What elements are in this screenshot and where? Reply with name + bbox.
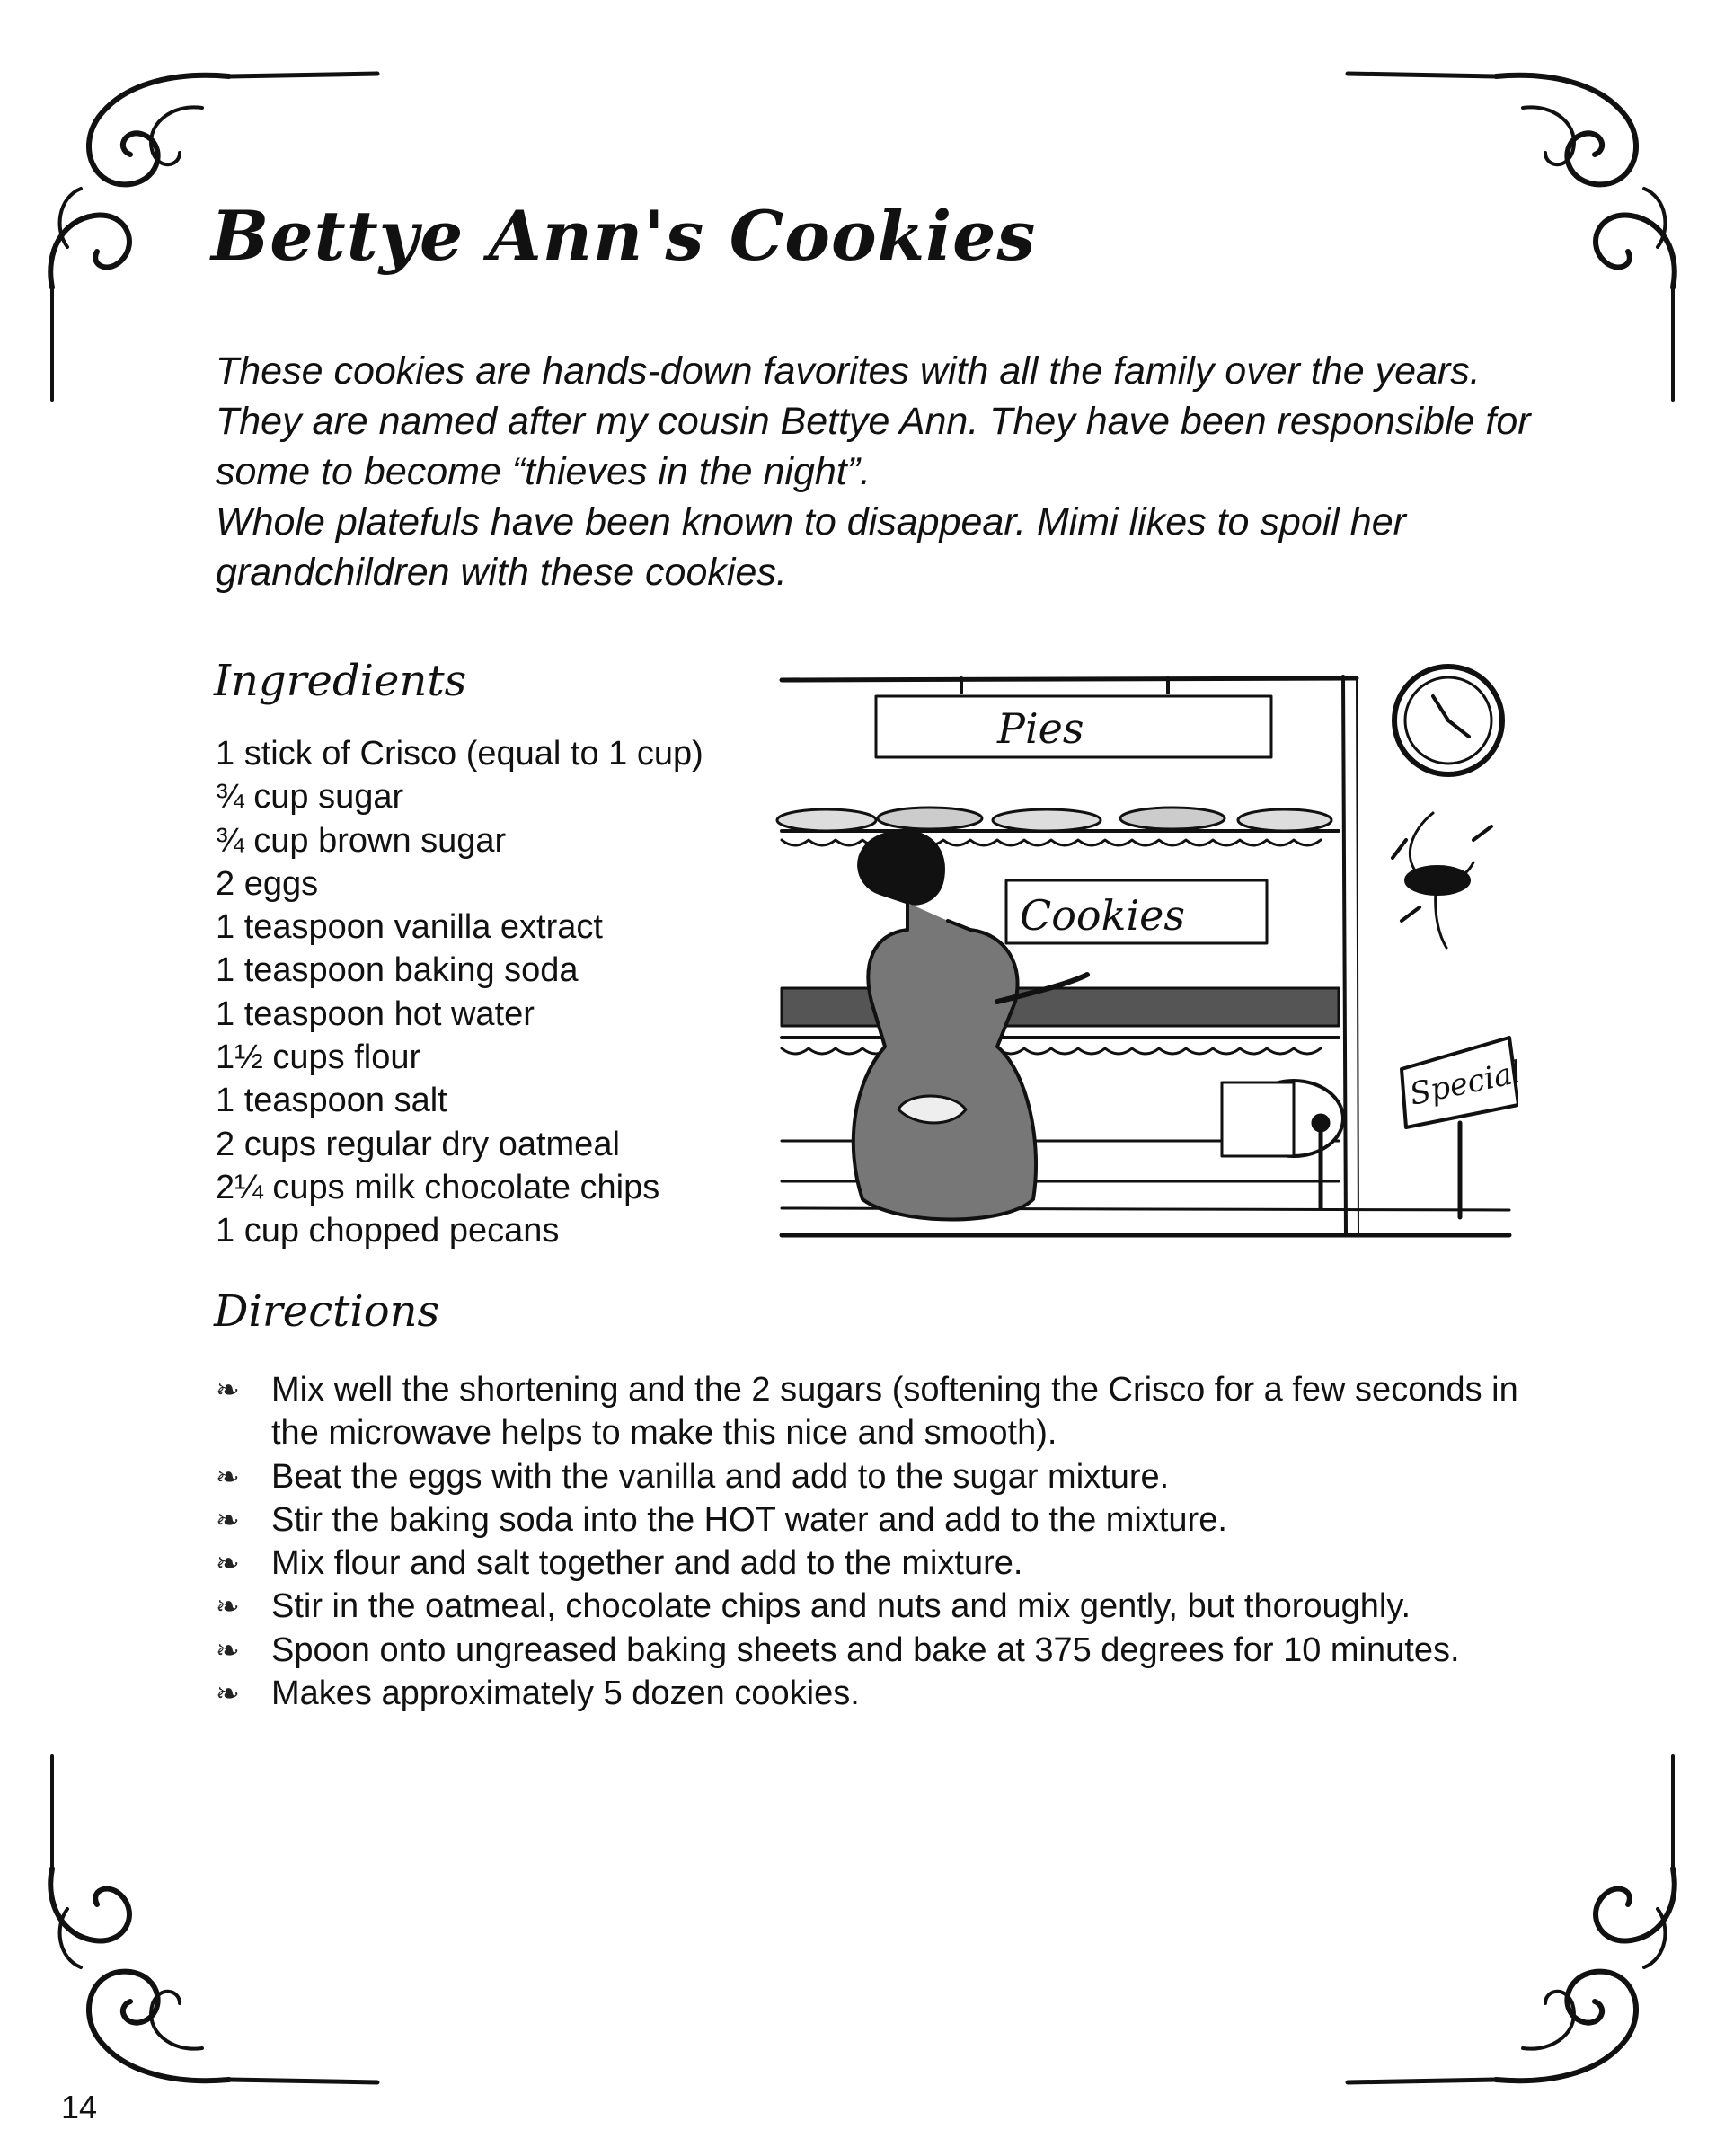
leaf-bullet-icon: ❧ [216,1547,240,1580]
leaf-bullet-icon: ❧ [216,1633,240,1666]
recipe-title: Bettye Ann's Cookies [211,196,1037,276]
directions-list [216,1368,1563,1715]
ingredient-item: 1½ cups flour [216,1038,421,1077]
ingredient-item: 1 teaspoon vanilla extract [216,908,603,947]
direction-text: Mix flour and salt together and add to the mixture. [271,1544,1023,1583]
ingredients-list [216,732,703,1253]
corner-flourish-bottom-left [45,1725,404,2102]
leaf-bullet-icon: ❧ [216,1677,240,1710]
leaf-bullet-icon: ❧ [216,1460,240,1493]
ingredient-item: 2 cups regular dry oatmeal [216,1125,620,1163]
ingredient-item: ¾ cup brown sugar [216,821,507,860]
ingredients-heading: Ingredients [214,656,467,706]
ingredient-item: 2 eggs [216,864,319,903]
leaf-bullet-icon: ❧ [216,1374,240,1406]
leaf-bullet-icon: ❧ [216,1590,240,1623]
direction-text: Stir the baking soda into the HOT water and add to the mixture. [271,1500,1227,1539]
bakery-illustration [773,660,1518,1262]
ingredient-item: 1 cup chopped pecans [216,1212,560,1250]
page-number: 14 [61,2089,98,2125]
direction-text: Stir in the oatmeal, chocolate chips and nuts and mix gently, but thoroughly. [271,1587,1411,1626]
ingredient-item: ¾ cup sugar [216,778,404,817]
direction-step [216,1542,1563,1585]
direction-step [216,1629,1563,1672]
direction-text: Beat the eggs with the vanilla and add to the sugar mixture. [271,1457,1170,1496]
recipe-intro [216,346,1545,597]
pies-sign-label: Pies [997,704,1084,753]
directions-heading: Directions [214,1286,440,1337]
direction-step [216,1498,1563,1542]
direction-step [216,1455,1563,1498]
direction-text: Mix well the shortening and the 2 sugars (softening the Crisco for a few seconds in the microwave helps to make this nice and smooth). [271,1371,1518,1453]
ingredient-item: 2¼ cups milk chocolate chips [216,1168,660,1206]
direction-text: Spoon onto ungreased baking sheets and bake at 375 degrees for 10 minutes. [271,1630,1460,1669]
direction-text: Makes approximately 5 dozen cookies. [271,1674,860,1713]
ingredient-item: 1 teaspoon salt [216,1082,447,1120]
corner-flourish-bottom-right [1321,1725,1680,2102]
intro-paragraph: These cookies are hands-down favorites with all the family over the years. They are named after my cousin Bettye Ann. They have been responsible for some to become “thieves in the night”. [216,349,1531,493]
intro-paragraph: Whole platefuls have been known to disappear. Mimi likes to spoil her grandchildren with these cookies. [216,500,1406,594]
cookies-sign-label: Cookies [1020,891,1185,940]
direction-step [216,1672,1563,1715]
ingredient-item: 1 stick of Crisco (equal to 1 cup) [216,735,703,773]
ingredient-item: 1 teaspoon baking soda [216,951,579,990]
leaf-bullet-icon: ❧ [216,1503,240,1536]
special-sign-label: Special [1406,1054,1518,1113]
direction-step [216,1368,1563,1455]
ingredient-item: 1 teaspoon hot water [216,994,535,1033]
direction-step [216,1585,1563,1628]
